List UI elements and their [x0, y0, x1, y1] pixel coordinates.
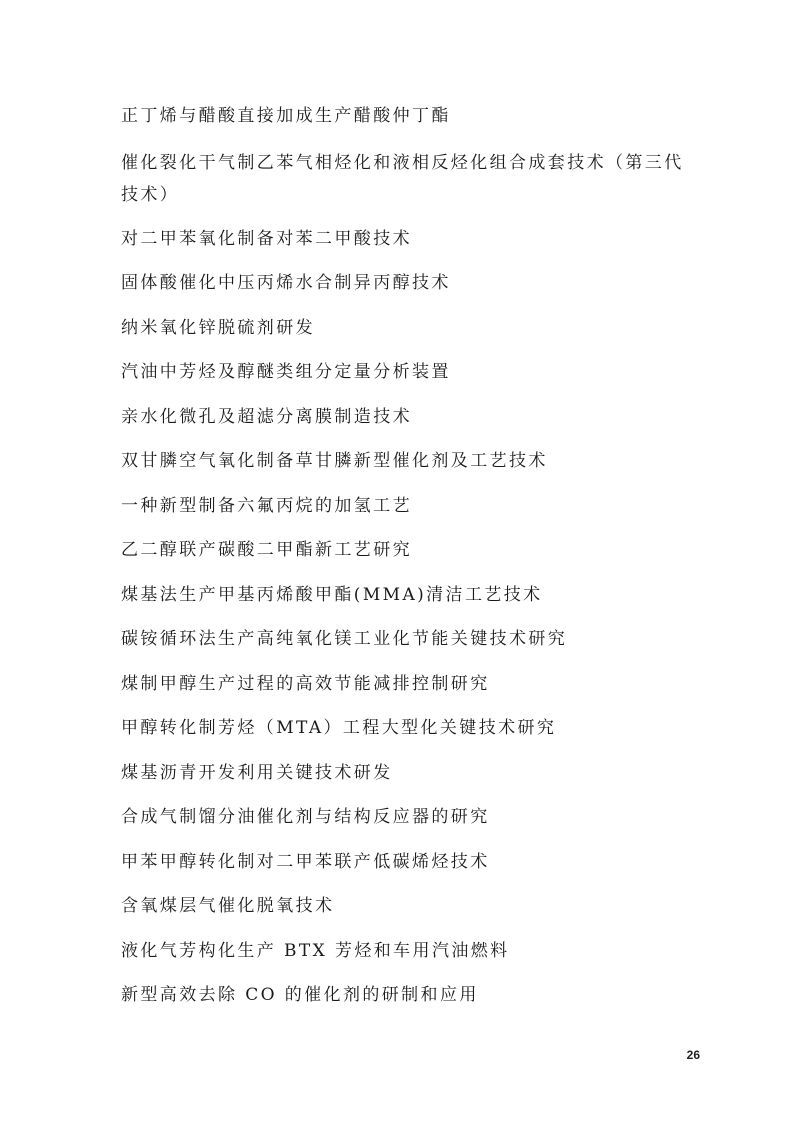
- list-item: 合成气制馏分油催化剂与结构反应器的研究: [121, 807, 490, 827]
- list-item: 甲苯甲醇转化制对二甲苯联产低碳烯烃技术: [121, 851, 490, 872]
- list-item: 碳铵循环法生产高纯氧化镁工业化节能关键技术研究: [121, 629, 568, 649]
- list-item: 正丁烯与醋酸直接加成生产醋酸仲丁酯: [121, 106, 451, 126]
- list-item: 对二甲苯氧化制备对苯二甲酸技术: [121, 228, 412, 249]
- list-item: 乙二醇联产碳酸二甲酯新工艺研究: [121, 540, 412, 560]
- list-item: 煤基沥青开发利用关键技术研发: [121, 762, 393, 783]
- list-item: 甲醇转化制芳烃（MTA）工程大型化关键技术研究: [121, 718, 557, 738]
- list-item: 煤基法生产甲基丙烯酸甲酯(MMA)清洁工艺技术: [121, 584, 543, 605]
- page-number: 26: [686, 1048, 700, 1062]
- project-list: [121, 102, 691, 1026]
- list-item: 固体酸催化中压丙烯水合制异丙醇技术: [121, 273, 451, 293]
- list-item: 双甘膦空气氧化制备草甘膦新型催化剂及工艺技术: [121, 451, 548, 471]
- list-item: 催化裂化干气制乙苯气相烃化和液相反烃化组合成套技术（第三代技术）: [121, 152, 684, 205]
- list-item: 汽油中芳烃及醇醚类组分定量分析装置: [121, 362, 451, 382]
- list-item: 煤制甲醇生产过程的高效节能减排控制研究: [121, 673, 490, 694]
- list-item: 液化气芳构化生产 BTX 芳烃和车用汽油燃料: [121, 940, 510, 961]
- list-item: 亲水化微孔及超滤分离膜制造技术: [121, 406, 412, 427]
- list-item: 新型高效去除 CO 的催化剂的研制和应用: [121, 985, 479, 1005]
- list-item: 含氧煤层气催化脱氧技术: [121, 896, 335, 916]
- list-item: 纳米氧化锌脱硫剂研发: [121, 317, 315, 338]
- list-item: 一种新型制备六氟丙烷的加氢工艺: [121, 495, 412, 516]
